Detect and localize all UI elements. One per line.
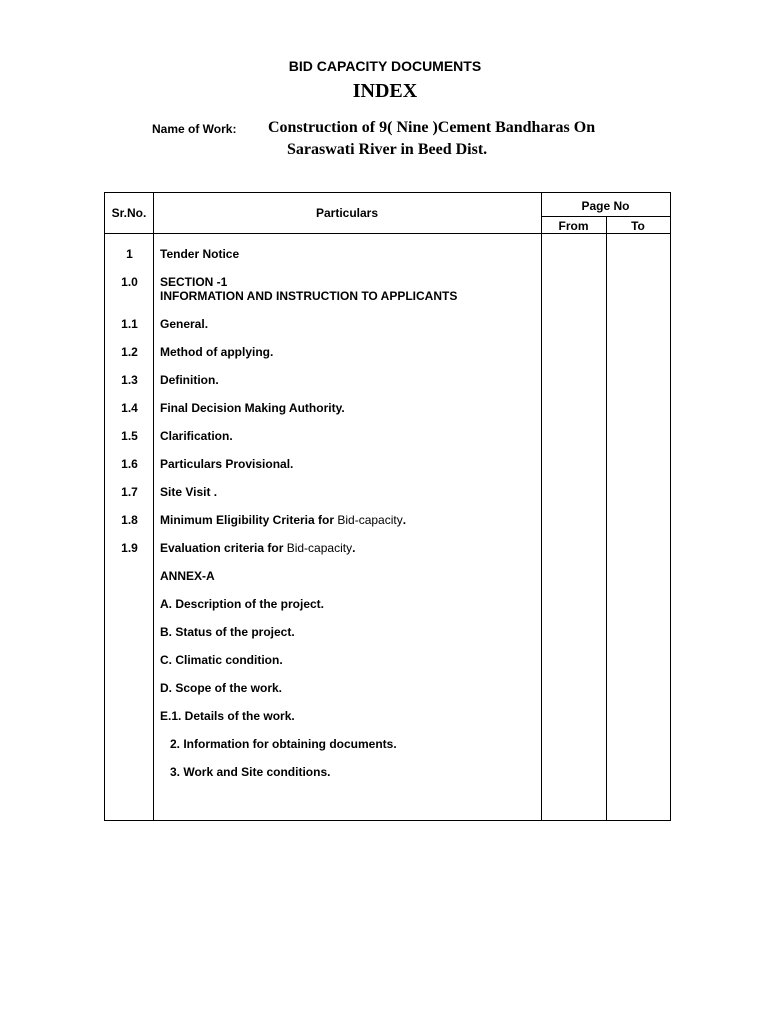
row-text: D. Scope of the work. [160, 681, 283, 695]
name-of-work-line-2: Saraswati River in Beed Dist. [287, 141, 488, 158]
document-title: BID CAPACITY DOCUMENTS [288, 58, 482, 74]
row-text-bold: Minimum Eligibility Criteria for [160, 513, 338, 527]
row-text: SECTION -1 [160, 275, 228, 289]
row-text: Clarification. [160, 429, 233, 443]
row-number: 1.1 [121, 317, 138, 331]
index-table [104, 192, 671, 821]
row-text: B. Status of the project. [160, 625, 295, 639]
row-text-line-2: INFORMATION AND INSTRUCTION TO APPLICANTS [160, 289, 458, 303]
row-text-end: . [352, 541, 356, 555]
header-from: From [558, 219, 589, 233]
row-text: A. Description of the project. [160, 597, 325, 611]
document-subtitle: INDEX [352, 80, 418, 102]
header-bottom-rule [105, 233, 670, 234]
row-text-plain: Bid-capacity [286, 541, 353, 555]
row-text: 2. Information for obtaining documents. [170, 737, 397, 751]
column-divider-from [606, 216, 607, 820]
row-text: 3. Work and Site conditions. [170, 765, 331, 779]
row-text [160, 513, 406, 527]
row-text-annex: ANNEX-A [160, 569, 215, 583]
row-number: 1.0 [121, 275, 138, 289]
row-number: 1.4 [121, 401, 138, 415]
name-of-work-label: Name of Work: [152, 122, 237, 136]
row-number: 1.2 [121, 345, 138, 359]
pageno-sub-rule [541, 216, 670, 217]
row-text: General. [160, 317, 209, 331]
row-number: 1.6 [121, 457, 138, 471]
row-text: Tender Notice [160, 247, 240, 261]
row-number: 1.9 [121, 541, 138, 555]
name-of-work-line-1: Construction of 9( Nine )Cement Bandharas On [268, 119, 596, 136]
header-srno: Sr.No. [111, 206, 147, 220]
row-text: E.1. Details of the work. [160, 709, 295, 723]
row-text-plain: Bid-capacity [337, 513, 403, 527]
row-text-end: . [402, 513, 407, 527]
row-number: 1 [126, 247, 133, 261]
row-number: 1.3 [121, 373, 138, 387]
row-number: 1.5 [121, 429, 138, 443]
row-text: Site Visit . [160, 485, 218, 499]
header-particulars: Particulars [315, 206, 379, 220]
row-number: 1.8 [121, 513, 138, 527]
column-divider-particulars [541, 193, 542, 820]
row-number: 1.7 [121, 485, 138, 499]
row-text: Method of applying. [160, 345, 274, 359]
row-text: Final Decision Making Authority. [160, 401, 345, 415]
row-text [160, 541, 355, 555]
header-page-no: Page No [581, 199, 630, 213]
row-text: Particulars Provisional. [160, 457, 294, 471]
header-to: To [631, 219, 645, 233]
row-text-bold: Evaluation criteria for [160, 541, 287, 555]
row-text: Definition. [160, 373, 219, 387]
row-text: C. Climatic condition. [160, 653, 283, 667]
